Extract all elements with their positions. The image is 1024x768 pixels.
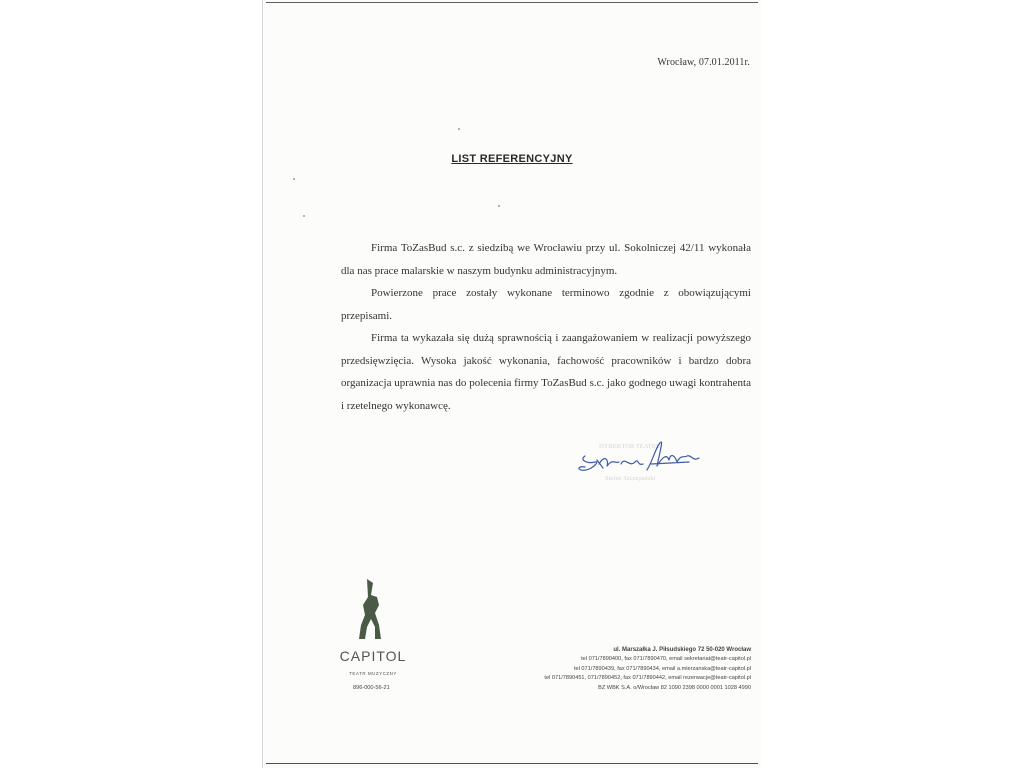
footer-address: ul. Marszałka J. Piłsudskiego 72 50-020 Wrocław: [613, 647, 751, 653]
footer-bank: BZ WBK S.A. o/Wrocław 82 1090 2398 0000 0001 1028 4990: [598, 684, 751, 691]
document-page: [262, 0, 761, 768]
document-date: Wrocław, 07.01.2011r.: [657, 57, 750, 68]
footer-bank-row: [353, 684, 751, 693]
capitol-logo: [337, 575, 409, 685]
footer-nip: 896-000-56-21: [353, 684, 390, 691]
logo-brand-text: CAPITOL: [339, 648, 407, 664]
stamp-header-text: DYREKTOR TEATRU: [599, 443, 661, 450]
logo-subtitle-text: TEATR MUZYCZNY: [349, 671, 397, 676]
scan-speck: [498, 205, 500, 207]
dancer-silhouette-icon: [359, 579, 381, 639]
paragraph-3: Firma ta wykazała się dużą sprawnością i zaangażowaniem w realizacji powyższego przedsięwzięcia. Wysoka jakość wykonania, fachowość pracowników i bardzo dobra organizacja uprawnia nas do polecenia firmy ToZasBud s.c. jako godnego uwagi kontrahenta i rzetelnego wykonawcę.: [341, 332, 751, 412]
document-title: LIST REFERENCYJNY: [451, 153, 573, 165]
scan-speck: [303, 215, 305, 217]
scan-speck: [458, 128, 460, 130]
document-body: [341, 237, 751, 417]
scan-edge-top: [266, 2, 758, 3]
footer-contact-1: tel 071/7890400, fax 071/7890470, email sekretariat@teatr-capitol.pl: [581, 656, 751, 663]
signature-with-stamp: [573, 434, 705, 490]
scan-speck: [293, 178, 295, 180]
paragraph-1: Firma ToZasBud s.c. z siedzibą we Wrocławiu przy ul. Sokolniczej 42/11 wykonała dla nas prace malarskie w naszym budynku administracyjnym.: [341, 242, 751, 277]
scan-edge-bottom: [266, 763, 758, 764]
footer-contact-2: tel 071/7890439, fax 071/7890434, email a.mierzanska@teatr-capitol.pl: [573, 665, 751, 672]
footer-contact-3: tel 071/7890451, 071/7890452, fax 071/7890442, email rezerwacje@teatr-capitol.pl: [544, 675, 751, 682]
stamp-name-text: Stefan Szczepański: [605, 475, 656, 482]
paragraph-2: Powierzone prace zostały wykonane terminowo zgodnie z obowiązującymi przepisami.: [341, 287, 751, 322]
